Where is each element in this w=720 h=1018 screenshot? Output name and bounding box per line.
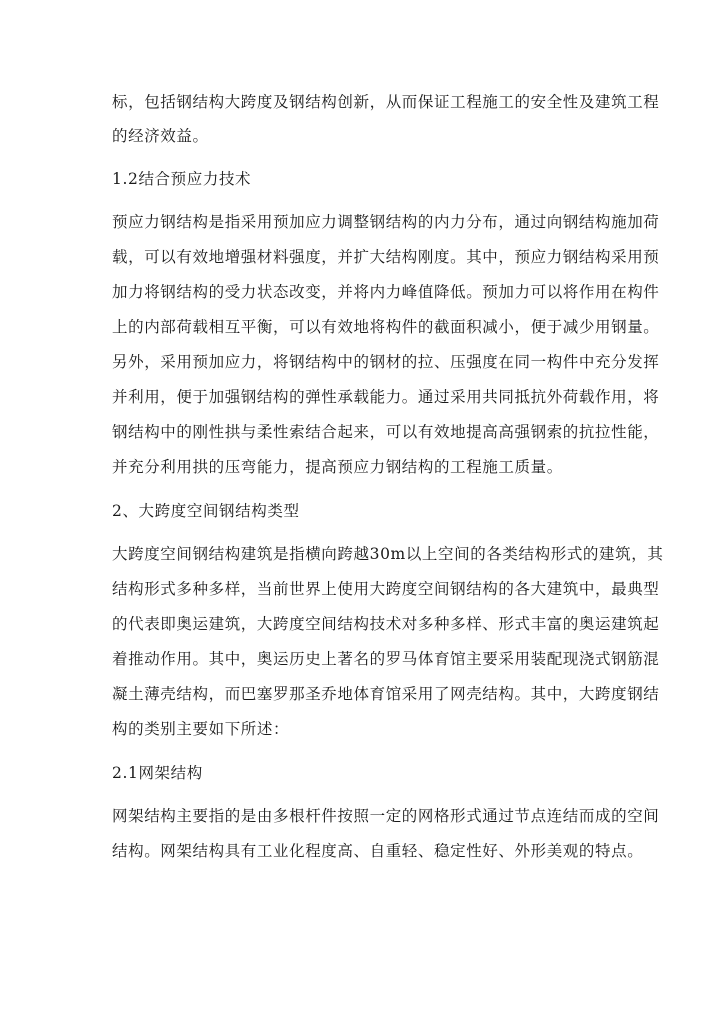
text-line: 网架结构主要指的是由多根杆件按照一定的网格形式通过节点连结而成的空间	[112, 807, 660, 825]
text-line: 并充分利用拱的压弯能力，提高预应力钢结构的工程施工质量。	[112, 458, 563, 476]
section-heading: 2、大跨度空间钢结构类型	[112, 502, 300, 520]
text-line: 大跨度空间钢结构建筑是指横向跨越30m以上空间的各类结构形式的建筑，其	[112, 545, 664, 563]
text-line: 着推动作用。其中，奥运历史上著名的罗马体育馆主要采用装配现浇式钢筋混	[112, 650, 660, 668]
section-heading: 1.2结合预应力技术	[112, 170, 252, 188]
text-line: 凝土薄壳结构，而巴塞罗那圣乔地体育馆采用了网壳结构。其中，大跨度钢结	[112, 685, 660, 703]
text-line: 加力将钢结构的受力状态改变，并将内力峰值降低。预加力可以将作用在构件	[112, 283, 660, 301]
text-line: 标，包括钢结构大跨度及钢结构创新，从而保证工程施工的安全性及建筑工程	[112, 93, 660, 111]
text-line: 并利用，便于加强钢结构的弹性承载能力。通过采用共同抵抗外荷载作用，将	[112, 388, 660, 406]
text-line: 另外，采用预加应力，将钢结构中的钢材的拉、压强度在同一构件中充分发挥	[112, 353, 660, 371]
text-line: 钢结构中的刚性拱与柔性索结合起来，可以有效地提高高强钢索的抗拉性能，	[112, 423, 660, 441]
text-line: 结构。网架结构具有工业化程度高、自重轻、稳定性好、外形美观的特点。	[112, 842, 644, 860]
section-heading: 2.1网架结构	[112, 764, 203, 782]
text-line: 的代表即奥运建筑，大跨度空间结构技术对多种多样、形式丰富的奥运建筑起	[112, 615, 660, 633]
text-line: 预应力钢结构是指采用预加应力调整钢结构的内力分布，通过向钢结构施加荷	[112, 213, 660, 231]
text-line: 的经济效益。	[112, 127, 209, 145]
text-line: 上的内部荷载相互平衡，可以有效地将构件的截面积减小，便于减少用钢量。	[112, 318, 660, 336]
text-line: 构的类别主要如下所述：	[112, 720, 290, 738]
text-line: 结构形式多种多样，当前世界上使用大跨度空间钢结构的各大建筑中，最典型	[112, 580, 660, 598]
text-line: 载，可以有效地增强材料强度，并扩大结构刚度。其中，预应力钢结构采用预	[112, 248, 660, 266]
